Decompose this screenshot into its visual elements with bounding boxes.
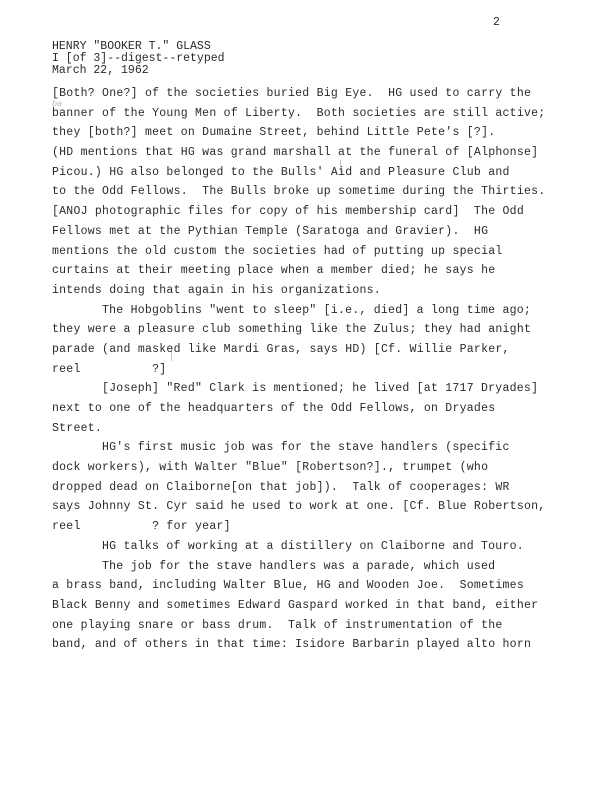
- text-line: next to one of the headquarters of the Odd Fellows, on Dryades: [52, 402, 496, 415]
- text-line: to the Odd Fellows. The Bulls broke up sometime during the Thirties.: [52, 185, 546, 199]
- text-line: HG's first music job was for the stave handlers (specific: [102, 441, 510, 455]
- text-line: [Joseph] "Red" Clark is mentioned; he lived [at 1717 Dryades]: [102, 382, 539, 396]
- text-line: dock workers), with Walter "Blue" [Robertson?]., trumpet (who: [52, 461, 489, 475]
- text-line: reel ? for year]: [52, 520, 231, 534]
- text-line: Picou.) HG also belonged to the Bulls' Aid and Pleasure Club and: [52, 165, 510, 179]
- text-line: band, and of others in that time: Isidore Barbarin played alto horn: [52, 638, 532, 652]
- text-line: they [both?] meet on Dumaine Street, behind Little Pete's [?].: [52, 126, 496, 140]
- text-line: reel ?]: [52, 362, 167, 376]
- text-line: mentions the old custom the societies had of putting up special: [52, 244, 503, 258]
- header-reel-info: I [of 3]--digest--retyped: [52, 52, 225, 65]
- text-line: intends doing that again in his organizations.: [52, 283, 381, 297]
- text-line: [ANOJ photographic files for copy of his membership card] The Odd: [52, 205, 524, 219]
- text-line: banner of the Young Men of Liberty. Both societies are still active;: [52, 106, 546, 120]
- handwritten-note: ba: [52, 99, 62, 108]
- page-number: 2: [493, 16, 500, 29]
- text-line: dropped dead on Claiborne[on that job]). Talk of cooperages: WR: [52, 480, 510, 494]
- text-line: curtains at their meeting place when a member died; he says he: [52, 264, 496, 278]
- text-line: a brass band, including Walter Blue, HG and Wooden Joe. Sometimes: [52, 579, 524, 593]
- text-line: says Johnny St. Cyr said he used to work at one. [Cf. Blue Robertson,: [52, 500, 546, 514]
- text-line: Street.: [52, 421, 103, 435]
- text-line: parade (and masked like Mardi Gras, says HD) [Cf. Willie Parker,: [52, 342, 510, 356]
- text-line: The job for the stave handlers was a parade, which used: [102, 559, 496, 573]
- text-line: The Hobgoblins "went to sleep" [i.e., died] a long time ago;: [102, 303, 532, 317]
- text-line: one playing snare or bass drum. Talk of instrumentation of the: [52, 618, 503, 632]
- transcript-body: [52, 84, 557, 655]
- text-line: Black Benny and sometimes Edward Gaspard worked in that band, either: [52, 598, 539, 612]
- text-line: (HD mentions that HG was grand marshall at the funeral of [Alphonse]: [52, 146, 539, 160]
- header-name: HENRY "BOOKER T." GLASS: [52, 40, 211, 53]
- text-line: HG talks of working at a distillery on Claiborne and Touro.: [102, 539, 524, 553]
- header-date: March 22, 1962: [52, 64, 149, 77]
- text-line: Fellows met at the Pythian Temple (Saratoga and Gravier). HG: [52, 224, 489, 238]
- text-line: they were a pleasure club something like the Zulus; they had anight: [52, 323, 532, 337]
- text-line: [Both? One?] of the societies buried Big Eye. HG used to carry the: [52, 87, 532, 100]
